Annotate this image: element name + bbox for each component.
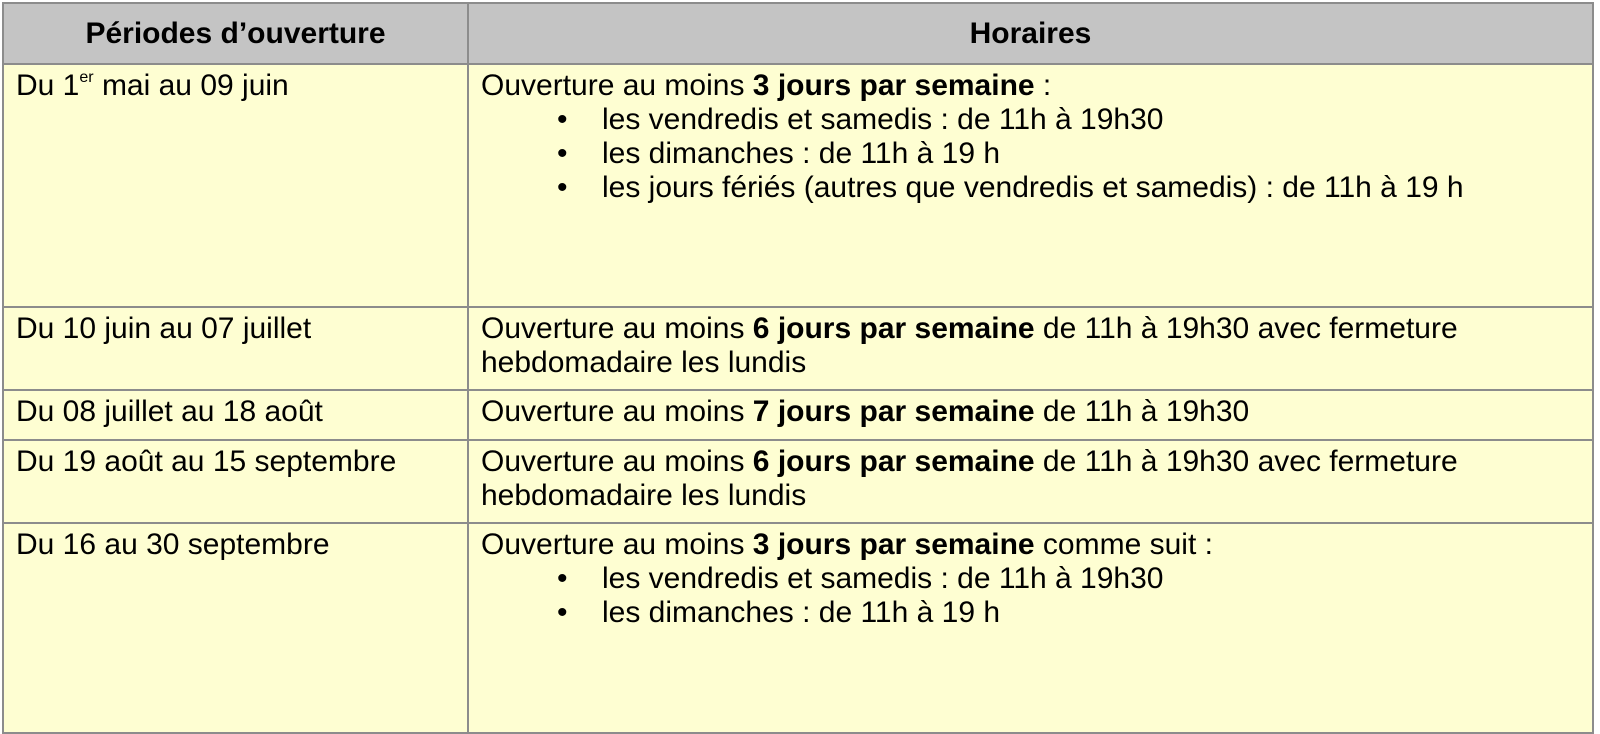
hours-cell: Ouverture au moins 6 jours par semaine de 11h à 19h30 avec fermeture hebdomadaire les lundis (468, 440, 1593, 523)
list-item: • les vendredis et samedis : de 11h à 19h30 (557, 562, 1164, 595)
days-per-week: 3 jours par semaine (752, 69, 1035, 102)
bullet-icon: • (557, 137, 568, 170)
list-item: • les dimanches : de 11h à 19 h (557, 137, 1001, 170)
period-cell (3, 64, 468, 307)
list-item: • les dimanches : de 11h à 19 h (557, 596, 1001, 629)
period-text-suffix: mai au 09 juin (93, 69, 289, 102)
bullet-icon: • (557, 103, 568, 136)
hours-cell: Ouverture au moins 7 jours par semaine de 11h à 19h30 (468, 390, 1593, 440)
bullet-icon: • (557, 596, 568, 629)
table-row (3, 64, 1593, 307)
days-per-week: 3 jours par semaine (752, 528, 1035, 561)
ordinal-suffix: er (79, 69, 94, 86)
days-per-week: 6 jours par semaine (752, 445, 1035, 478)
hours-cell (468, 64, 1593, 307)
hours-summary: Ouverture au moins 3 jours par semaine comme suit : (481, 528, 1213, 561)
days-per-week: 6 jours par semaine (752, 312, 1035, 345)
period-cell: Du 08 juillet au 18 août (3, 390, 468, 440)
hours-list (481, 103, 1580, 205)
table-row (3, 307, 1593, 390)
list-item: • les vendredis et samedis : de 11h à 19h30 (557, 103, 1164, 136)
header-row (3, 3, 1593, 64)
days-per-week: 7 jours par semaine (752, 395, 1035, 428)
hours-list (481, 562, 1580, 630)
hours-summary: Ouverture au moins 3 jours par semaine : (481, 69, 1052, 102)
opening-hours-table (2, 2, 1594, 734)
header-periods: Périodes d’ouverture (3, 3, 468, 64)
header-hours: Horaires (468, 3, 1593, 64)
period-cell: Du 19 août au 15 septembre (3, 440, 468, 523)
bullet-icon: • (557, 562, 568, 595)
period-cell: Du 10 juin au 07 juillet (3, 307, 468, 390)
period-cell: Du 16 au 30 septembre (3, 523, 468, 733)
bullet-icon: • (557, 171, 568, 204)
hours-cell (468, 523, 1593, 733)
table-row (3, 390, 1593, 440)
table-row (3, 440, 1593, 523)
hours-cell: Ouverture au moins 6 jours par semaine de 11h à 19h30 avec fermeture hebdomadaire les lundis (468, 307, 1593, 390)
list-item: • les jours fériés (autres que vendredis et samedis) : de 11h à 19 h (557, 171, 1464, 204)
period-text: Du 1 (16, 69, 80, 102)
table-row (3, 523, 1593, 733)
